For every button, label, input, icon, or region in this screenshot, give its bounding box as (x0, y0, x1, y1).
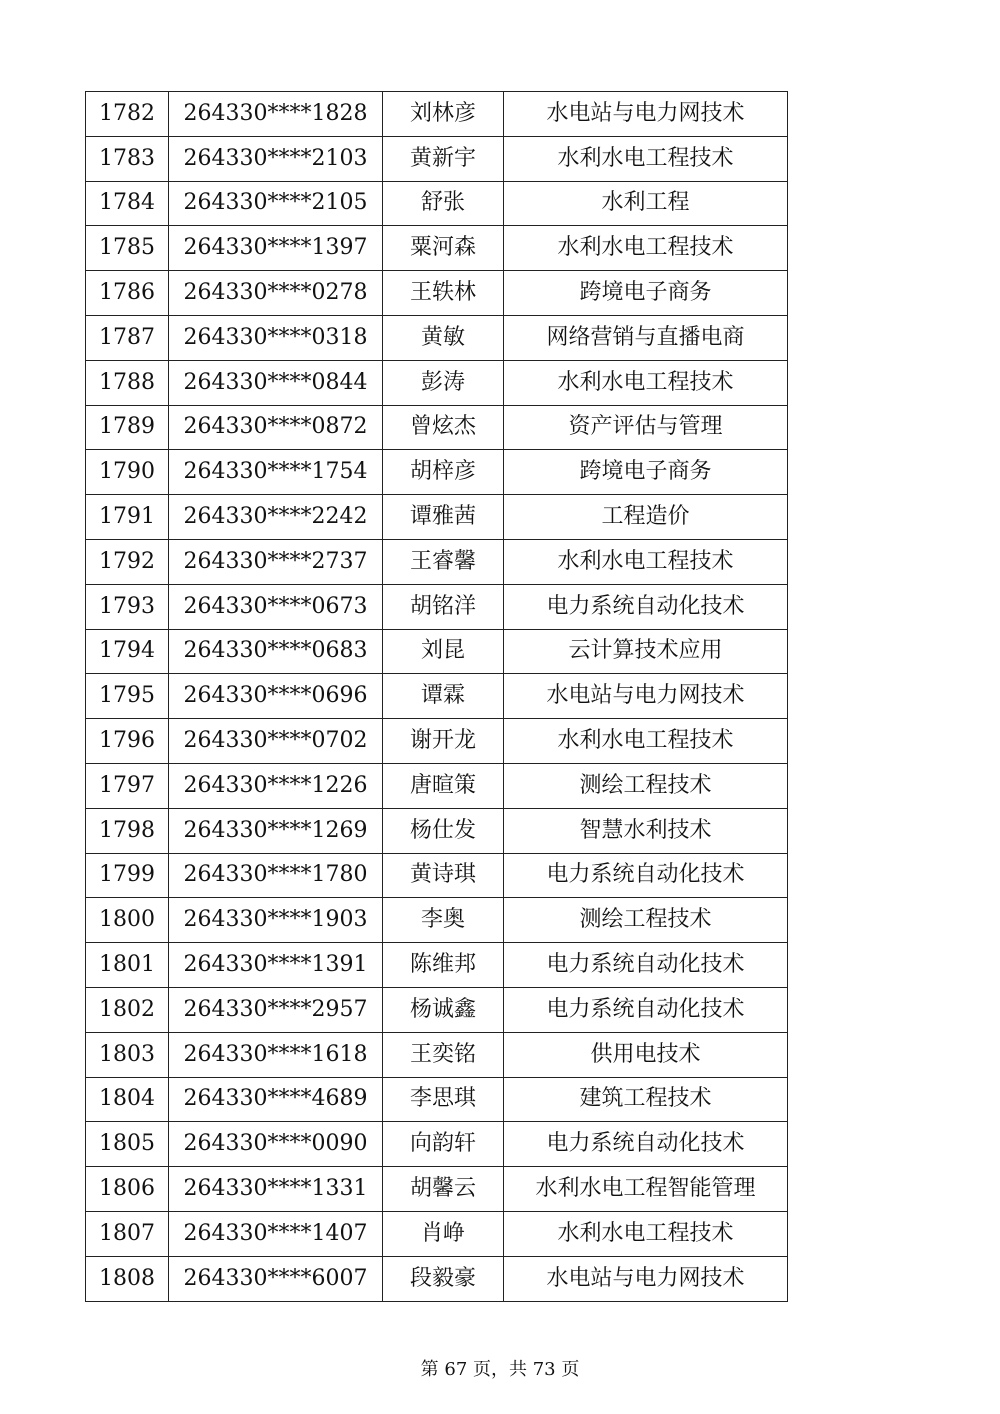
name-cell: 肖峥 (383, 1211, 504, 1256)
major-cell: 网络营销与直播电商 (504, 315, 788, 360)
name-cell: 谭雅茜 (383, 495, 504, 540)
id-number-cell: 264330****1780 (169, 853, 383, 898)
id-number-cell: 264330****1391 (169, 943, 383, 988)
serial-number-cell: 1795 (86, 674, 169, 719)
major-cell: 电力系统自动化技术 (504, 1122, 788, 1167)
serial-number-cell: 1794 (86, 629, 169, 674)
table-row (86, 763, 788, 808)
id-number-cell: 264330****1226 (169, 763, 383, 808)
serial-number-cell: 1801 (86, 943, 169, 988)
major-cell: 水利水电工程技术 (504, 226, 788, 271)
table-row (86, 1032, 788, 1077)
serial-number-cell: 1789 (86, 405, 169, 450)
serial-number-cell: 1799 (86, 853, 169, 898)
serial-number-cell: 1803 (86, 1032, 169, 1077)
name-cell: 王奕铭 (383, 1032, 504, 1077)
serial-number-cell: 1788 (86, 360, 169, 405)
major-cell: 测绘工程技术 (504, 763, 788, 808)
id-number-cell: 264330****2737 (169, 539, 383, 584)
name-cell: 刘昆 (383, 629, 504, 674)
id-number-cell: 264330****6007 (169, 1256, 383, 1301)
major-cell: 水利水电工程技术 (504, 1211, 788, 1256)
major-cell: 水利水电工程智能管理 (504, 1167, 788, 1212)
name-cell: 粟河森 (383, 226, 504, 271)
serial-number-cell: 1797 (86, 763, 169, 808)
major-cell: 水利工程 (504, 181, 788, 226)
name-cell: 彭涛 (383, 360, 504, 405)
table-row (86, 92, 788, 137)
id-number-cell: 264330****2957 (169, 987, 383, 1032)
serial-number-cell: 1786 (86, 271, 169, 316)
name-cell: 唐暄策 (383, 763, 504, 808)
name-cell: 李思琪 (383, 1077, 504, 1122)
table-row (86, 405, 788, 450)
serial-number-cell: 1791 (86, 495, 169, 540)
id-number-cell: 264330****1397 (169, 226, 383, 271)
name-cell: 胡馨云 (383, 1167, 504, 1212)
serial-number-cell: 1787 (86, 315, 169, 360)
name-cell: 段毅豪 (383, 1256, 504, 1301)
table-row (86, 629, 788, 674)
name-cell: 杨诚鑫 (383, 987, 504, 1032)
major-cell: 水利水电工程技术 (504, 136, 788, 181)
name-cell: 黄新宇 (383, 136, 504, 181)
name-cell: 黄诗琪 (383, 853, 504, 898)
id-number-cell: 264330****1407 (169, 1211, 383, 1256)
major-cell: 智慧水利技术 (504, 808, 788, 853)
serial-number-cell: 1785 (86, 226, 169, 271)
name-cell: 王轶林 (383, 271, 504, 316)
major-cell: 水电站与电力网技术 (504, 92, 788, 137)
major-cell: 水利水电工程技术 (504, 719, 788, 764)
major-cell: 资产评估与管理 (504, 405, 788, 450)
serial-number-cell: 1802 (86, 987, 169, 1032)
serial-number-cell: 1804 (86, 1077, 169, 1122)
name-cell: 曾炫杰 (383, 405, 504, 450)
name-cell: 胡铭洋 (383, 584, 504, 629)
name-cell: 舒张 (383, 181, 504, 226)
id-number-cell: 264330****1618 (169, 1032, 383, 1077)
roster-table-body (86, 92, 788, 1302)
name-cell: 黄敏 (383, 315, 504, 360)
serial-number-cell: 1784 (86, 181, 169, 226)
id-number-cell: 264330****2242 (169, 495, 383, 540)
name-cell: 李奥 (383, 898, 504, 943)
table-row (86, 271, 788, 316)
serial-number-cell: 1807 (86, 1211, 169, 1256)
table-row (86, 898, 788, 943)
id-number-cell: 264330****0844 (169, 360, 383, 405)
table-row (86, 315, 788, 360)
major-cell: 水电站与电力网技术 (504, 674, 788, 719)
table-row (86, 181, 788, 226)
serial-number-cell: 1790 (86, 450, 169, 495)
id-number-cell: 264330****0673 (169, 584, 383, 629)
name-cell: 谭霖 (383, 674, 504, 719)
serial-number-cell: 1793 (86, 584, 169, 629)
table-row (86, 674, 788, 719)
id-number-cell: 264330****0683 (169, 629, 383, 674)
major-cell: 云计算技术应用 (504, 629, 788, 674)
major-cell: 工程造价 (504, 495, 788, 540)
major-cell: 水利水电工程技术 (504, 539, 788, 584)
id-number-cell: 264330****0090 (169, 1122, 383, 1167)
table-row (86, 360, 788, 405)
name-cell: 王睿馨 (383, 539, 504, 584)
table-row (86, 808, 788, 853)
table-row (86, 1077, 788, 1122)
serial-number-cell: 1782 (86, 92, 169, 137)
id-number-cell: 264330****1828 (169, 92, 383, 137)
table-row (86, 853, 788, 898)
id-number-cell: 264330****0696 (169, 674, 383, 719)
id-number-cell: 264330****2105 (169, 181, 383, 226)
major-cell: 水电站与电力网技术 (504, 1256, 788, 1301)
table-row (86, 450, 788, 495)
table-row (86, 1211, 788, 1256)
table-row (86, 1122, 788, 1167)
id-number-cell: 264330****1269 (169, 808, 383, 853)
major-cell: 测绘工程技术 (504, 898, 788, 943)
roster-table (85, 91, 788, 1302)
table-row (86, 584, 788, 629)
table-row (86, 136, 788, 181)
serial-number-cell: 1796 (86, 719, 169, 764)
id-number-cell: 264330****0278 (169, 271, 383, 316)
id-number-cell: 264330****1903 (169, 898, 383, 943)
major-cell: 电力系统自动化技术 (504, 584, 788, 629)
major-cell: 跨境电子商务 (504, 271, 788, 316)
major-cell: 电力系统自动化技术 (504, 943, 788, 988)
page-footer: 第 67 页，共 73 页 (420, 1359, 580, 1380)
serial-number-cell: 1800 (86, 898, 169, 943)
name-cell: 胡梓彦 (383, 450, 504, 495)
table-row (86, 719, 788, 764)
id-number-cell: 264330****0318 (169, 315, 383, 360)
id-number-cell: 264330****1331 (169, 1167, 383, 1212)
table-row (86, 1256, 788, 1301)
major-cell: 供用电技术 (504, 1032, 788, 1077)
id-number-cell: 264330****2103 (169, 136, 383, 181)
serial-number-cell: 1783 (86, 136, 169, 181)
table-row (86, 1167, 788, 1212)
serial-number-cell: 1805 (86, 1122, 169, 1167)
major-cell: 电力系统自动化技术 (504, 853, 788, 898)
name-cell: 谢开龙 (383, 719, 504, 764)
table-row (86, 987, 788, 1032)
serial-number-cell: 1808 (86, 1256, 169, 1301)
major-cell: 水利水电工程技术 (504, 360, 788, 405)
major-cell: 建筑工程技术 (504, 1077, 788, 1122)
id-number-cell: 264330****1754 (169, 450, 383, 495)
name-cell: 刘林彦 (383, 92, 504, 137)
table-row (86, 226, 788, 271)
serial-number-cell: 1798 (86, 808, 169, 853)
major-cell: 电力系统自动化技术 (504, 987, 788, 1032)
name-cell: 陈维邦 (383, 943, 504, 988)
id-number-cell: 264330****0872 (169, 405, 383, 450)
id-number-cell: 264330****0702 (169, 719, 383, 764)
serial-number-cell: 1792 (86, 539, 169, 584)
name-cell: 向韵轩 (383, 1122, 504, 1167)
table-row (86, 495, 788, 540)
id-number-cell: 264330****4689 (169, 1077, 383, 1122)
name-cell: 杨仕发 (383, 808, 504, 853)
serial-number-cell: 1806 (86, 1167, 169, 1212)
table-row (86, 539, 788, 584)
major-cell: 跨境电子商务 (504, 450, 788, 495)
table-row (86, 943, 788, 988)
